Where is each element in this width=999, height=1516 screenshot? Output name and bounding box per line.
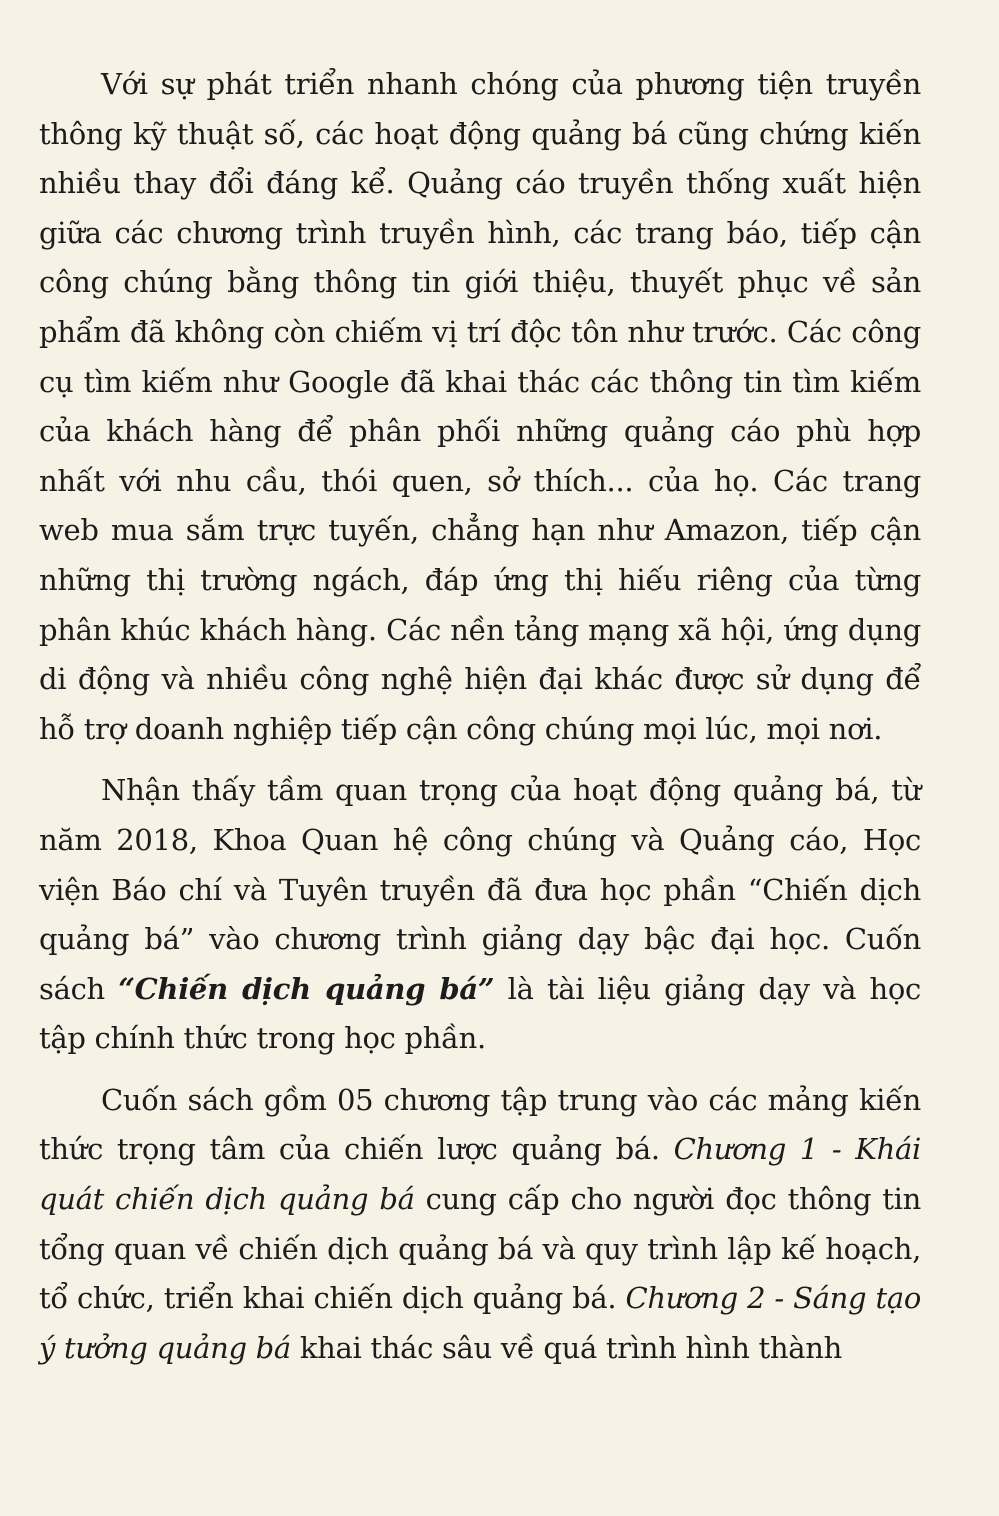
body-text	[39, 60, 921, 1373]
chapter-2-title: Chương 2 - Sáng tạo ý tưởng quảng bá	[39, 1281, 921, 1365]
book-title: “Chiến dịch quảng bá”	[118, 971, 495, 1006]
paragraph-course-text-after: là tài liệu giảng dạy và học tập chính thức trong học phần.	[39, 971, 921, 1056]
chapter-1-title: Chương 1 - Khái quát chiến dịch quảng bá	[39, 1132, 921, 1217]
paragraph-course	[39, 766, 921, 1064]
paragraph-course-text-before: Nhận thấy tầm quan trọng của hoạt động quảng bá, từ năm 2018, Khoa Quan hệ công chúng và Quảng cáo, Học viện Báo chí và Tuyên truyền đã đưa học phần “Chiến dịch quảng bá” vào chương trình giảng dạy bậc đại học. Cuốn sách	[39, 773, 921, 1006]
paragraph-structure-text-3: khai thác sâu về quá trình hình thành	[290, 1330, 842, 1365]
paragraph-intro: Với sự phát triển nhanh chóng của phương tiện truyền thông kỹ thuật số, các hoạt động quảng bá cũng chứng kiến nhiều thay đổi đáng kể. Quảng cáo truyền thống xuất hiện giữa các chương trình truyền hình, các trang báo, tiếp cận công chúng bằng thông tin giới thiệu, thuyết phục về sản phẩm đã không còn chiếm vị trí độc tôn như trước. Các công cụ tìm kiếm như Google đã khai thác các thông tin tìm kiếm của khách hàng để phân phối những quảng cáo phù hợp nhất với nhu cầu, thói quen, sở thích... của họ. Các trang web mua sắm trực tuyến, chẳng hạn như Amazon, tiếp cận những thị trường ngách, đáp ứng thị hiếu riêng của từng phân khúc khách hàng. Các nền tảng mạng xã hội, ứng dụng di động và nhiều công nghệ hiện đại khác được sử dụng để hỗ trợ doanh nghiệp tiếp cận công chúng mọi lúc, mọi nơi.	[39, 67, 921, 746]
paragraph-structure-text-2: cung cấp cho người đọc thông tin tổng quan về chiến dịch quảng bá và quy trình lập kế hoạch, tổ chức, triển khai chiến dịch quảng bá.	[39, 1182, 921, 1316]
paragraph-structure-text-1: Cuốn sách gồm 05 chương tập trung vào các mảng kiến thức trọng tâm của chiến lược quảng bá.	[39, 1082, 921, 1167]
paragraph-structure	[39, 1076, 921, 1374]
